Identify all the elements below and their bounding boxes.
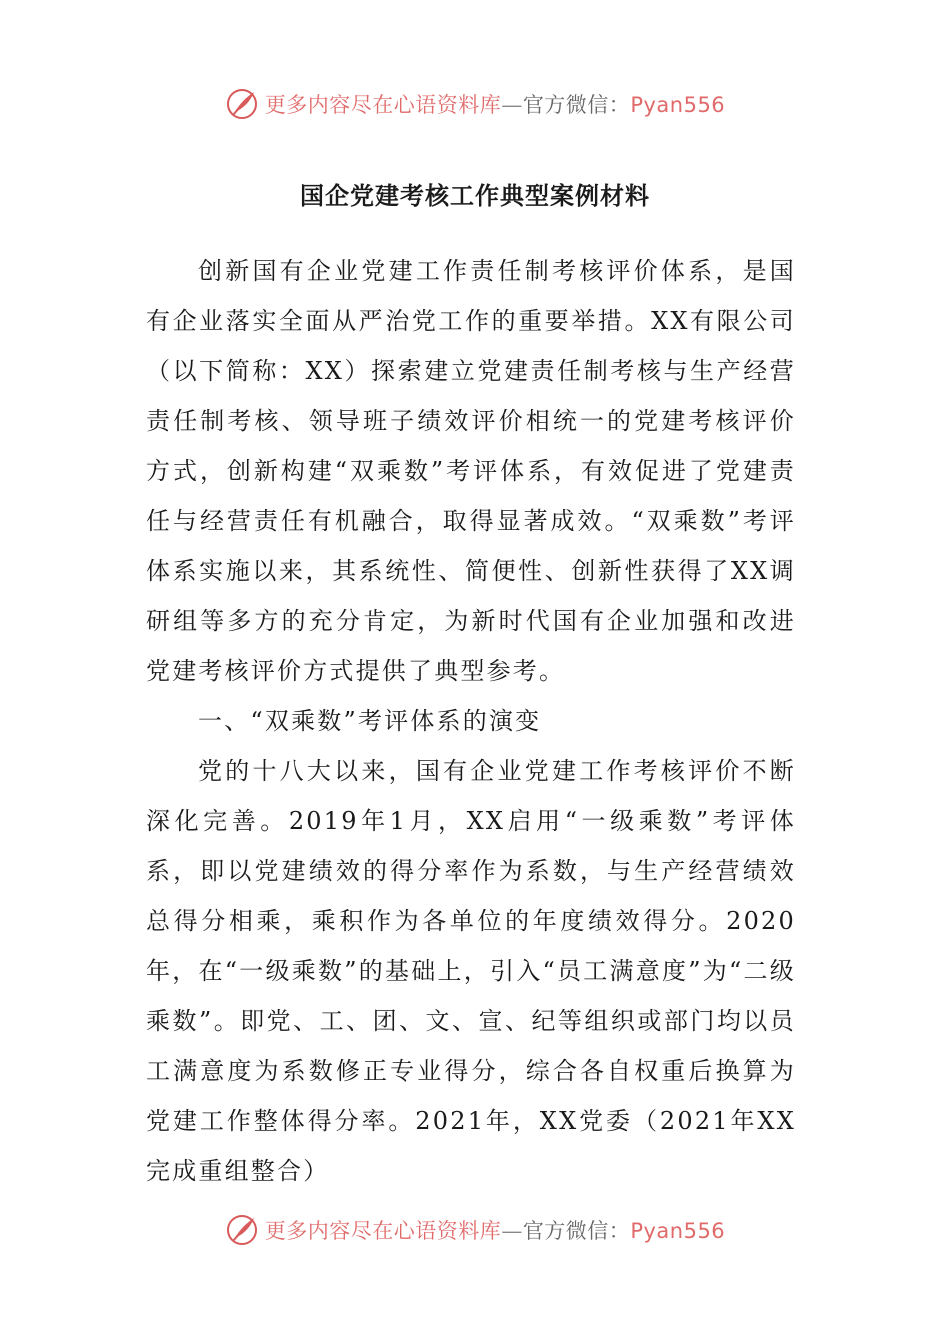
watermark-text <box>265 1215 725 1245</box>
section-heading: 一、“双乘数”考评体系的演变 <box>198 707 542 735</box>
watermark-separator: — <box>501 93 523 117</box>
footer-watermark <box>0 1210 950 1250</box>
document-body <box>146 246 796 1196</box>
feather-pen-icon <box>225 87 259 121</box>
watermark-id: Pyan556 <box>630 1219 726 1243</box>
feather-pen-icon <box>225 1213 259 1247</box>
watermark-separator: — <box>501 1219 523 1243</box>
paragraph-intro: 创新国有企业党建工作责任制考核评价体系，是国有企业落实全面从严治党工作的重要举措。XX有限公司（以下简称：XX）探索建立党建责任制考核与生产经营责任制考核、领导班子绩效评价相统一的党建考核评价方式，创新构建“双乘数”考评体系，有效促进了党建责任与经营责任有机融合，取得显著成效。“双乘数”考评体系实施以来，其系统性、简便性、创新性获得了XX调研组等多方的充分肯定，为新时代国有企业加强和改进党建考核评价方式提供了典型参考。 <box>146 257 796 685</box>
watermark-main: 更多内容尽在心语资料库 <box>264 93 502 117</box>
watermark-label: 官方微信： <box>522 93 631 117</box>
watermark-label: 官方微信： <box>522 1219 631 1243</box>
watermark-main: 更多内容尽在心语资料库 <box>264 1219 502 1243</box>
watermark-text <box>265 89 725 119</box>
header-watermark <box>0 84 950 124</box>
watermark-id: Pyan556 <box>630 93 726 117</box>
document-title: 国企党建考核工作典型案例材料 <box>300 182 650 210</box>
paragraph-evolution: 党的十八大以来，国有企业党建工作考核评价不断深化完善。2019年1月，XX启用“一级乘数”考评体系，即以党建绩效的得分率作为系数，与生产经营绩效总得分相乘，乘积作为各单位的年度绩效得分。2020年，在“一级乘数”的基础上，引入“员工满意度”为“二级乘数”。即党、工、团、文、宣、纪等组织或部门均以员工满意度为系数修正专业得分，综合各自权重后换算为党建工作整体得分率。2021年，XX党委（2021年XX完成重组整合） <box>146 757 796 1185</box>
